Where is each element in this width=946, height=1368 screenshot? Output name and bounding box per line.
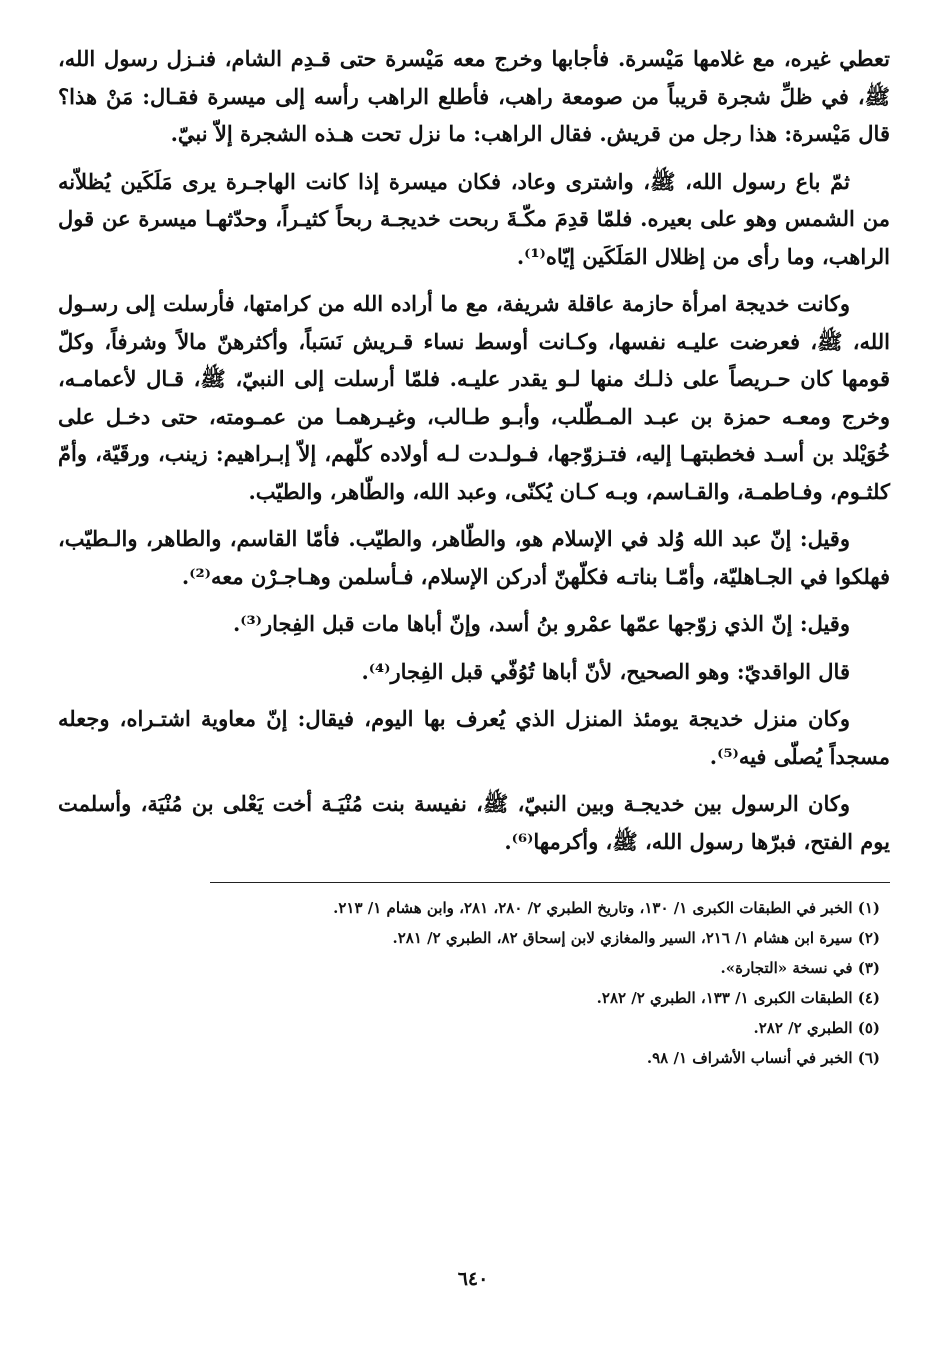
paragraph-6: قال الواقديّ: وهو الصحيح، لأنّ أباها تُوُفّي قبل الفِجار⁽⁴⁾. (361, 658, 850, 684)
paragraph-4: وقيل: إنّ عبد الله وُلد في الإسلام هو، والطّاهر، والطيّب. فأمّا القاسم، والطاهر، والـطيّب، فهلكوا في الجـاهليّة، وأمّـا بناتـه فكلّهنّ أدركن الإسلام، فـأسلمن وهـاجـرْن معه⁽²⁾. (58, 526, 890, 589)
page-number: ٦٤٠ (457, 1268, 489, 1290)
footnote-2: (٢) سيرة ابن هشام ١/ ٢١٦، السير والمغازي لابن إسحاق ٨٢، الطبري ٢/ ٢٨١. (392, 929, 880, 947)
paragraph-7: وكان منزل خديجة يومئذ المنزل الذي يُعرف بها اليوم، فيقال: إنّ معاوية اشتـراه، وجعله مسجداً يُصلّى فيه⁽⁵⁾. (58, 706, 890, 769)
paragraph-5: وقيل: إنّ الذي زوّجها عمّها عمْرو بنُ أسد، وإنّ أباها مات قبل الفِجار⁽³⁾. (232, 611, 850, 636)
footnote-divider (210, 882, 890, 883)
book-page (58, 40, 890, 1340)
footnote-6: (٦) الخبر في أنساب الأشراف ١/ ٩٨. (646, 1049, 880, 1067)
paragraph-2: ثمّ باع رسول الله، ﷺ، واشترى وعاد، فكان ميسرة إذا كانت الهاجـرة يرى مَلَكَين يُظلاّنه من الشمس وهو على بعيره. فلمّا قدِمَ مكّـةَ ربحت خديجـة ربحاً كثيـراً، وحدّثهـا ميسرة عن قول الراهب، وما رأى من إظلال المَلَكَين إيّاه⁽¹⁾. (58, 168, 890, 269)
footnote-4: (٤) الطبقات الكبرى ١/ ١٣٣، الطبري ٢/ ٢٨٢. (596, 989, 880, 1007)
footnote-1: (١) الخبر في الطبقات الكبرى ١/ ١٣٠، وتاريخ الطبري ٢/ ٢٨٠، ٢٨١، وابن هشام ١/ ٢١٣. (333, 899, 880, 917)
paragraph-3: وكانت خديجة امرأة حازمة عاقلة شريفة، مع ما أراده الله من كرامتها، فأرسلت إلى رسـول الله، ﷺ، فعرضت عليـه نفسها، وكـانت أوسط نساء قـريش نَسَباً، وأكثرهنّ مالاً وشرفاً، وكلّ قومها كان حـريصاً على ذلـك منها لـو يقدر عليـه. فلمّا أرسلت إلى النبيّ، ﷺ، قـال لأعمامـه، وخرج ومعـه حمزة بن عبـد المـطّلب، وأبـو طـالب، وغيـرهمـا من عمـومته، حتى دخـل على خُوَيْلد بن أسـد فخطبتهـا إليه، فتـزوّجها، فـولـدت لـه أولاده كلّهم، إلاّ إبـراهيم: زينب، ورقَيّة، وأمّ كلثـوم، وفـاطمـة، والقـاسم، وبـه كـان يُكنّى، وعبد الله، والطّاهر، والطيّب. (58, 291, 890, 504)
paragraph-8: وكان الرسول بين خديجـة وبين النبيّ، ﷺ، نفيسة بنت مُنْيَـة أخت يَعْلى بن مُنْيَة، وأسلمت يوم الفتح، فبرّها رسول الله، ﷺ، وأكرمها⁽⁶⁾. (58, 791, 890, 854)
paragraph-1: تعطي غيره، مع غلامها مَيْسرة. فأجابها وخرج معه مَيْسرة حتى قـدِم الشام، فنـزل رسول الله، ﷺ، في ظلِّ شجرة قريباً من صومعة راهب، فأطلع الراهب رأسه إلى ميسرة فقـال: مَنْ هذا؟ قال مَيْسرة: هذا رجل من قريش. فقال الراهب: ما نزل تحت هـذه الشجرة إلاّ نبيّ. (58, 46, 890, 146)
footnote-5: (٥) الطبري ٢/ ٢٨٢. (753, 1019, 880, 1037)
footnote-3: (٣) في نسخة «التجارة». (720, 959, 880, 977)
